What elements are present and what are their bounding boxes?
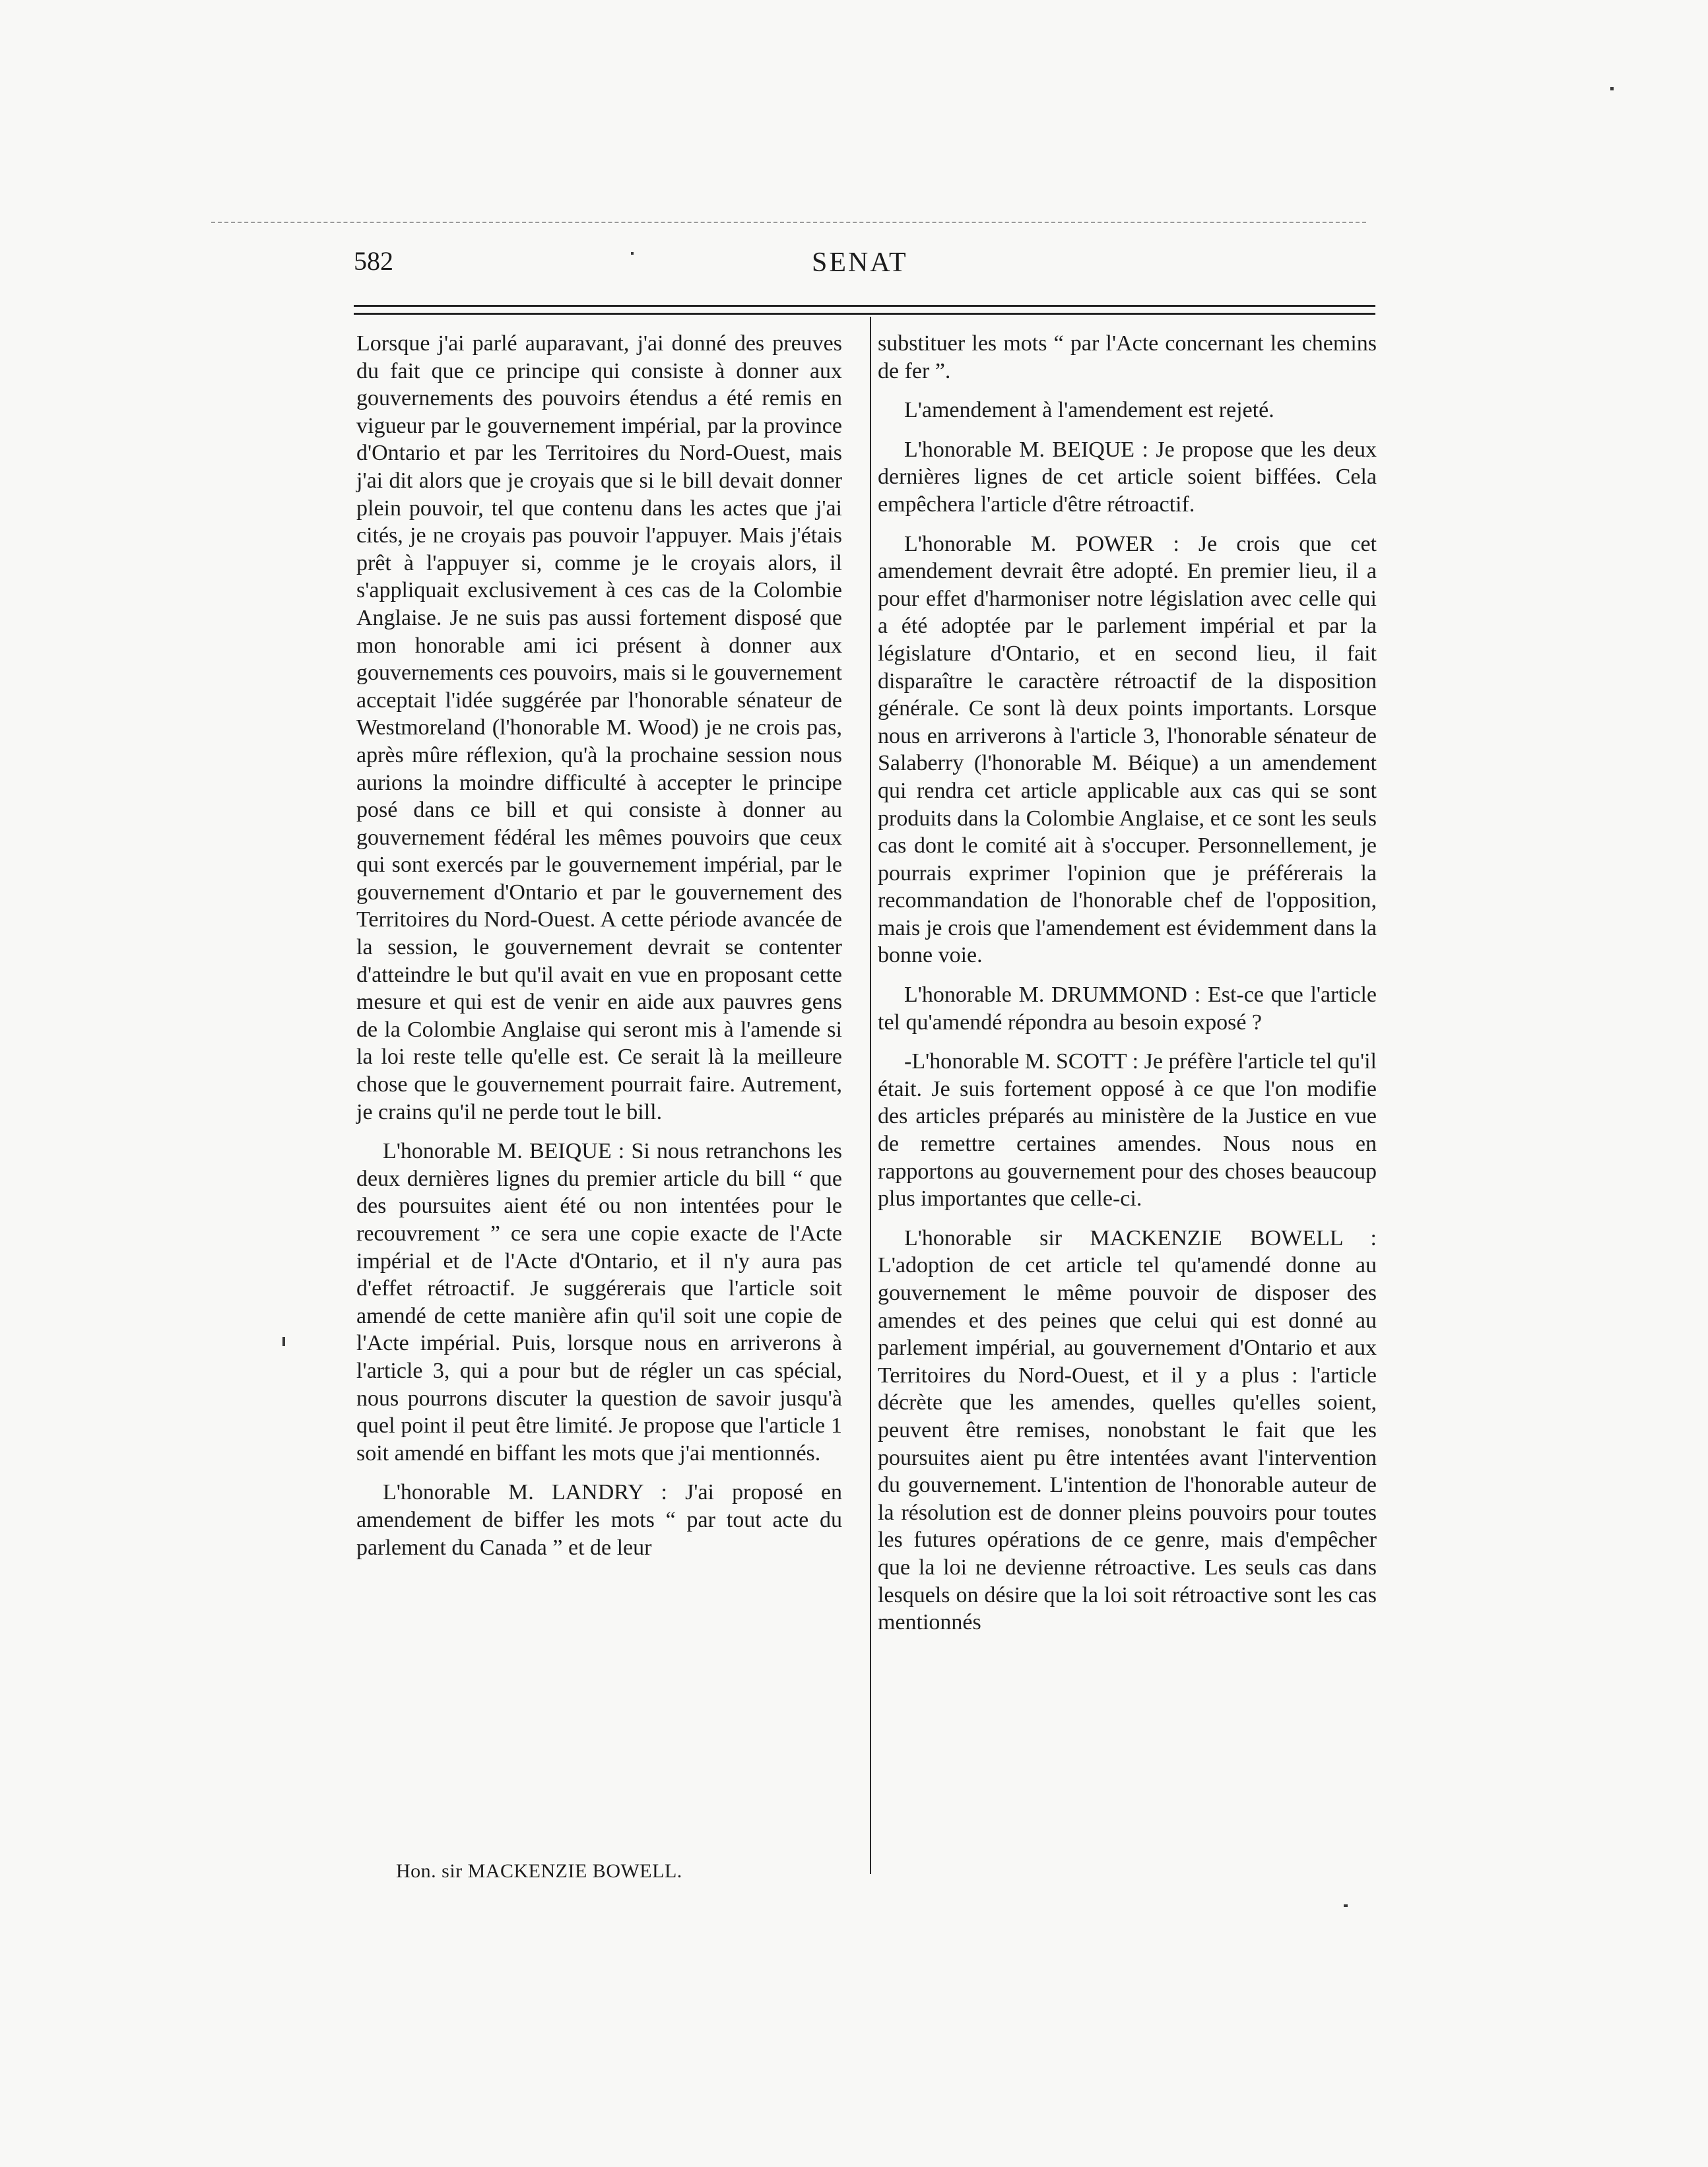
paragraph: substituer les mots “ par l'Acte concernant les chemins de fer ”. <box>878 331 1377 383</box>
page-footer: Hon. sir MACKENZIE BOWELL. <box>396 1860 682 1882</box>
paragraph: L'honorable sir MACKENZIE BOWELL : L'adoption de cet article tel qu'amendé donne au gouvernement le même pouvoir de disposer des amendes et des peines que celui qui est donné au parlement impérial, au gouvernement d'Ontario et aux Territoires du Nord-Ouest, et il y a plus : l'article décrète que les amendes, quelles qu'elles soient, peuvent être remises, nonobstant le fait que les poursuites aient pu être intentées avant l'intervention du gouvernement. L'intention de l'honorable auteur de la résolution est de donner pleins pouvoirs pour toutes les futures opérations de ce genre, mais d'empêcher que la loi ne devienne rétroactive. Les seuls cas dans lesquels on désire que la loi soit rétroactive sont les cas mentionnés <box>878 1225 1377 1635</box>
paragraph: L'honorable M. LANDRY : J'ai proposé en amendement de biffer les mots “ par tout acte du parlement du Canada ” et de leur <box>356 1480 842 1560</box>
left-column <box>356 330 842 1573</box>
paragraph: L'honorable M. BEIQUE : Si nous retranchons les deux dernières lignes du premier article du bill “ que des poursuites aient été ou non intentées pour le recouvrement ” ce sera une copie exacte de l'Acte impérial et de l'Acte d'Ontario, et il n'y aura pas d'effet rétroactif. Je suggérerais que l'article soit amendé de cette manière afin qu'il soit une copie de l'Acte impérial. Puis, lorsque nous en arriverons à l'article 3, qui a pour but de régler un cas spécial, nous pourrons discuter la question de savoir jusqu'à quel point il peut être limité. Je propose que l'article 1 soit amendé en biffant les mots que j'ai mentionnés. <box>356 1139 842 1466</box>
paragraph: -L'honorable M. SCOTT : Je préfère l'article tel qu'il était. Je suis fortement opposé à ce que l'on modifie des articles préparés au ministère de la Justice en vue de remettre certaines amendes. Nous nous en rapportons au gouvernement pour des choses beaucoup plus importantes que celle-ci. <box>878 1049 1377 1212</box>
column-divider <box>870 317 871 1874</box>
scan-speck <box>1610 87 1614 90</box>
scan-speck <box>282 1337 285 1346</box>
paragraph: L'honorable M. POWER : Je crois que cet amendement devrait être adopté. En premier lieu, il a pour effet d'harmoniser notre législation avec celle qui a été adoptée par le parlement impérial et par la législature d'Ontario, et en second lieu, il fait disparaître le caractère rétroactif de la disposition générale. Ce sont là deux points importants. Lorsque nous en arriverons à l'article 3, l'honorable sénateur de Salaberry (l'honorable M. Béique) a un amendement qui rendra cet article applicable aux cas qui se sont produits dans la Colombie Anglaise, et ce sont les seuls cas dont le comité ait à s'occuper. Personnellement, je pourrais exprimer l'opinion que je préférerais la recommandation de l'honorable chef de l'opposition, mais je crois que l'amendement est évidemment dans la bonne voie. <box>878 531 1377 968</box>
scan-top-line <box>211 222 1366 223</box>
header-rule-bottom <box>354 313 1375 315</box>
paragraph: Lorsque j'ai parlé auparavant, j'ai donné des preuves du fait que ce principe qui consiste à donner aux gouvernements des pouvoirs étendus a été remis en vigueur par le gouvernement impérial, par la province d'Ontario et par les Territoires du Nord-Ouest, mais j'ai dit alors que je croyais que si le bill devait donner plein pouvoir, tel que contenu dans les actes que j'ai cités, je ne croyais pas pouvoir l'appuyer. Mais j'étais prêt à l'appuyer si, comme je le croyais alors, il s'appliquait exclusivement à ces cas de la Colombie Anglaise. Je ne suis pas aussi fortement disposé que mon honorable ami ici présent à donner aux gouvernements ces pouvoirs, mais si le gouvernement acceptait l'idée suggérée par l'honorable sénateur de Westmoreland (l'honorable M. Wood) je ne crois pas, après mûre réflexion, qu'à la prochaine session nous aurions la moindre difficulté à accepter le principe posé dans ce bill et qui consiste à donner au gouvernement fédéral les mêmes pouvoirs que ceux qui sont exercés par le gouvernement impérial, par le gouvernement d'Ontario et par le gouvernement des Territoires du Nord-Ouest. A cette période avancée de la session, le gouvernement devrait se contenter d'atteindre le but qu'il avait en vue en proposant cette mesure et qui est de venir en aide aux pauvres gens de la Colombie Anglaise qui seront mis à l'amende si la loi reste telle qu'elle est. Ce serait là la meilleure chose que le gouvernement pourrait faire. Autrement, je crains qu'il ne perde tout le bill. <box>356 331 842 1124</box>
paragraph: L'honorable M. BEIQUE : Je propose que les deux dernières lignes de cet article soient biffées. Cela empêchera l'article d'être rétroactif. <box>878 437 1377 517</box>
scan-speck <box>631 252 634 255</box>
page-number: 582 <box>354 246 393 276</box>
paragraph: L'honorable M. DRUMMOND : Est-ce que l'article tel qu'amendé répondra au besoin exposé ? <box>878 983 1377 1035</box>
running-heading: SENAT <box>812 247 908 278</box>
right-column <box>878 330 1377 1648</box>
header-rule-top <box>354 305 1375 307</box>
paragraph: L'amendement à l'amendement est rejeté. <box>904 398 1274 423</box>
scan-speck <box>1344 1904 1348 1907</box>
